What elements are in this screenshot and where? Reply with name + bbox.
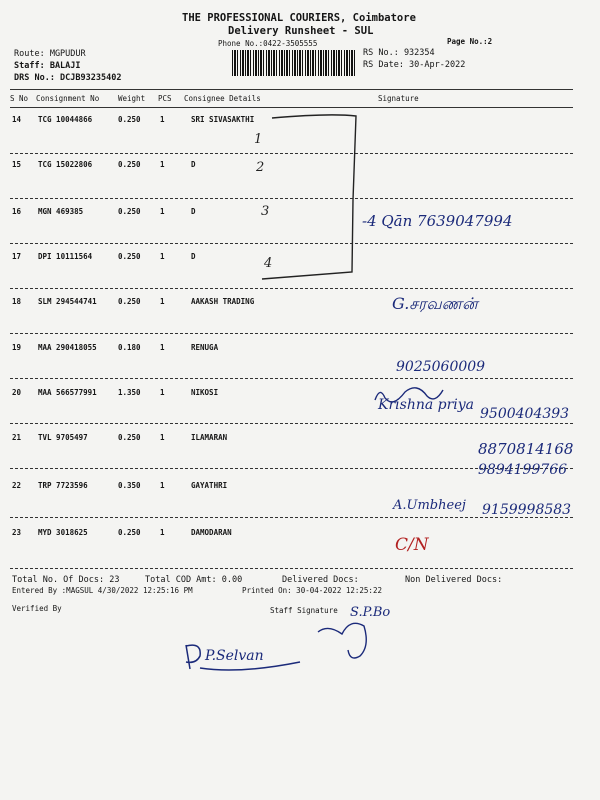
row-pcs: 1	[160, 160, 165, 169]
row-sno: 21	[12, 433, 22, 442]
row-consignment: MGN 469385	[38, 207, 84, 216]
phone-row-20: 9500404393	[480, 406, 570, 422]
row-pcs: 1	[160, 528, 165, 537]
row-weight: 0.350	[118, 481, 141, 490]
staff-signature: S.P.Bo	[350, 605, 391, 620]
row-weight: 1.350	[118, 388, 141, 397]
phone-row-19: 9025060009	[396, 359, 486, 375]
row-weight: 0.250	[118, 207, 141, 216]
page-number: Page No.:2	[447, 37, 493, 46]
non-delivered-docs: Non Delivered Docs:	[405, 575, 503, 585]
row-weight: 0.250	[118, 252, 141, 261]
phone-row-21a: 8870814168	[478, 440, 574, 458]
row-consignee: AAKASH TRADING	[191, 297, 255, 306]
row-consignee: RENUGA	[191, 343, 219, 352]
phone-row-22: 9159998583	[482, 502, 572, 518]
row-consignee: GAYATHRI	[191, 481, 228, 490]
col-consignee: Consignee Details	[184, 94, 261, 103]
row-consignment: TCG 15022806	[38, 160, 93, 169]
staff-signature-label: Staff Signature	[270, 606, 338, 615]
handwritten-mark-2: 2	[256, 160, 265, 175]
row-consignment: SLM 294544741	[38, 297, 97, 306]
row-weight: 0.180	[118, 343, 141, 352]
phone-row-21b: 9894199766	[478, 462, 568, 478]
row-consignee: NIKOSI	[191, 388, 219, 397]
row-sno: 22	[12, 481, 22, 490]
verifier-signature: P.Selvan	[205, 648, 264, 664]
route-label: Route: MGPUDUR	[14, 49, 86, 59]
row-consignee: ILAMARAN	[191, 433, 228, 442]
row-pcs: 1	[160, 252, 165, 261]
row-consignee: SRI SIVASAKTHI	[191, 115, 255, 124]
row-weight: 0.250	[118, 528, 141, 537]
handwritten-mark-4: 4	[264, 256, 273, 271]
signature-row-20: Krishna priya	[378, 397, 475, 413]
entered-by: Entered By :MAGSUL 4/30/2022 12:25:16 PM	[12, 586, 193, 595]
col-signature: Signature	[378, 94, 419, 103]
row-pcs: 1	[160, 481, 165, 490]
row-consignment: TCG 10044866	[38, 115, 93, 124]
row-pcs: 1	[160, 343, 165, 352]
company-name: THE PROFESSIONAL COURIERS, Coimbatore	[182, 12, 416, 24]
row-consignee: D	[191, 252, 196, 261]
row-consignee: DAMODARAN	[191, 528, 232, 537]
row-weight: 0.250	[118, 433, 141, 442]
row-consignment: TRP 7723596	[38, 481, 88, 490]
row-weight: 0.250	[118, 115, 141, 124]
row-sno: 14	[12, 115, 22, 124]
row-pcs: 1	[160, 115, 165, 124]
document-title: Delivery Runsheet - SUL	[228, 25, 374, 37]
row-consignee: D	[191, 207, 196, 216]
phone-number: Phone No.:0422-3505555	[218, 39, 318, 48]
staff-signature-scribble	[318, 623, 366, 658]
row-sno: 23	[12, 528, 22, 537]
rs-number: RS No.: 932354	[363, 48, 435, 58]
signature-row-18: G.சரவணன்	[392, 294, 478, 313]
total-docs: Total No. Of Docs: 23	[12, 575, 120, 585]
row-consignment: MAA 290418055	[38, 343, 97, 352]
row-pcs: 1	[160, 433, 165, 442]
row-consignee: D	[191, 160, 196, 169]
handwritten-mark-1: 1	[254, 132, 263, 147]
row-sno: 19	[12, 343, 22, 352]
staff-label: Staff: BALAJI	[14, 61, 81, 71]
col-weight: Weight	[118, 94, 146, 103]
row-pcs: 1	[160, 388, 165, 397]
row-weight: 0.250	[118, 160, 141, 169]
delivered-docs: Delivered Docs:	[282, 575, 359, 585]
row-consignment: DPI 10111564	[38, 252, 93, 261]
row-consignment: MAA 566577991	[38, 388, 97, 397]
col-pcs: PCS	[158, 94, 172, 103]
row-pcs: 1	[160, 207, 165, 216]
printed-on: Printed On: 30-04-2022 12:25:22	[242, 586, 382, 595]
row-sno: 18	[12, 297, 22, 306]
col-sno: S No	[10, 94, 29, 103]
bracket-line	[262, 115, 356, 279]
total-cod: Total COD Amt: 0.00	[145, 575, 243, 585]
handwritten-mark-3: 3	[261, 204, 270, 219]
signature-row-22: A.Umbheej	[393, 498, 466, 513]
row-sno: 20	[12, 388, 22, 397]
row-consignment: TVL 9705497	[38, 433, 88, 442]
handwritten-bracket-note: -4 Qān 7639047994	[362, 212, 513, 230]
rs-date: RS Date: 30-Apr-2022	[363, 60, 466, 70]
verified-by-label: Verified By	[12, 604, 62, 613]
row-sno: 16	[12, 207, 22, 216]
row-sno: 17	[12, 252, 22, 261]
row-sno: 15	[12, 160, 22, 169]
drs-number: DRS No.: DCJB93235402	[14, 73, 122, 83]
row-pcs: 1	[160, 297, 165, 306]
col-consignment: Consignment No	[36, 94, 100, 103]
row-consignment: MYD 3018625	[38, 528, 88, 537]
row-weight: 0.250	[118, 297, 141, 306]
handwritten-cn-mark: C/N	[395, 535, 429, 555]
